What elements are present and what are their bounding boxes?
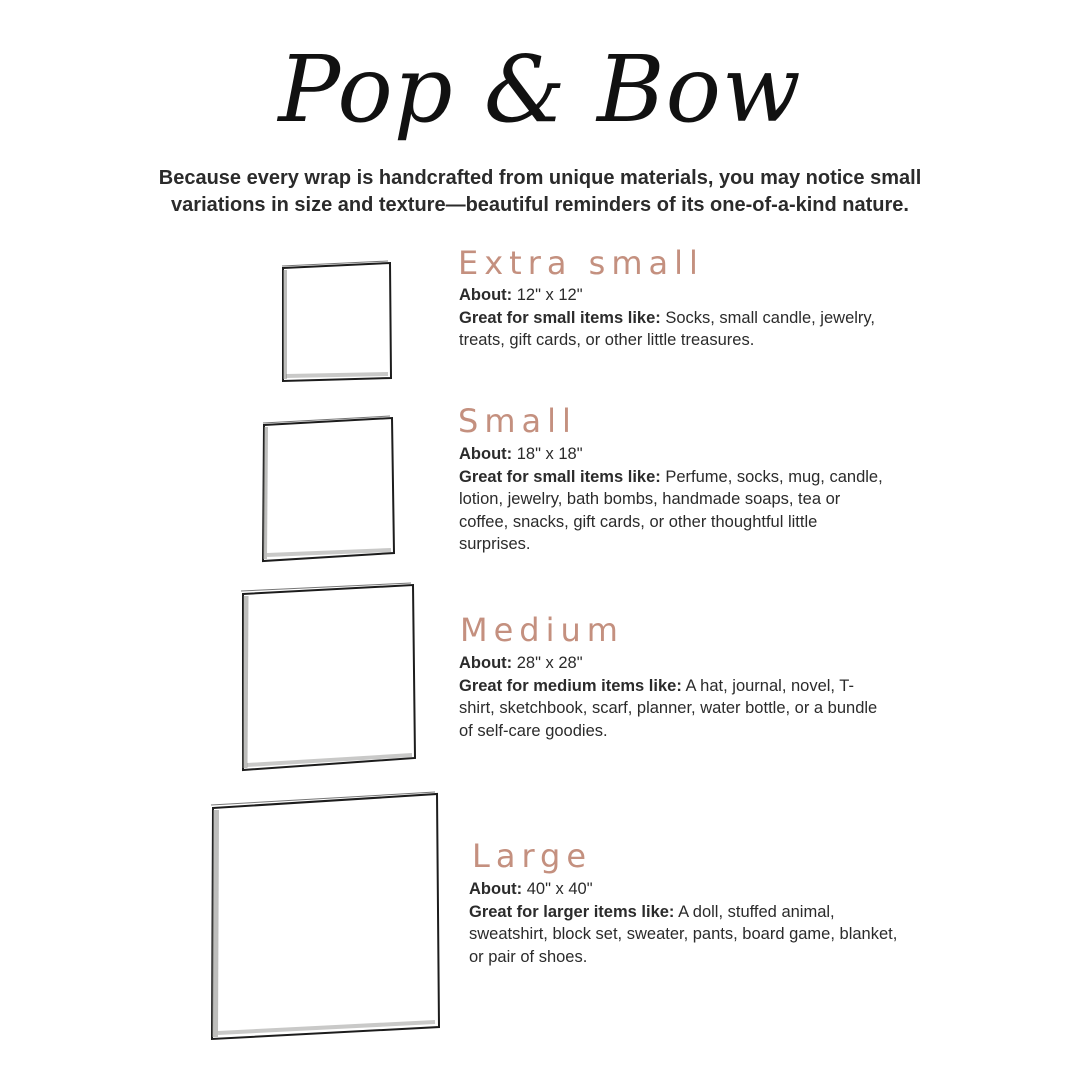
about-value: 28" x 28" (512, 654, 583, 672)
great-for-value: A doll, stuffed animal, sweatshirt, block set, sweater, pants, board game, blanket, or pair of shoes. (469, 902, 898, 966)
about-label: About: (459, 286, 513, 304)
size-details-large (469, 878, 899, 968)
medium-square-sketch (237, 580, 421, 778)
great-for-value: Socks, small candle, jewelry, treats, gift cards, or other little treasures. (459, 308, 876, 349)
about-label: About: (469, 880, 523, 898)
great-for-value: A hat, journal, novel, T-shirt, sketchbook, scarf, planner, water bottle, or a bundle of self-care goodies. (459, 676, 878, 740)
size-title-large: Large (472, 837, 593, 875)
great-for-label: Great for small items like: (459, 308, 661, 327)
about-value: 18" x 18" (512, 445, 583, 463)
size-title-extra-small: Extra small (458, 244, 704, 282)
about-value: 12" x 12" (512, 286, 583, 304)
size-title-medium: Medium (460, 611, 624, 649)
extra-small-square-sketch (278, 258, 396, 386)
brand-logo: Pop & Bow (278, 36, 802, 143)
great-for-value: Perfume, socks, mug, candle, lotion, jewelry, bath bombs, handmade soaps, tea or coffee, snacks, gift cards, or other thoughtful little surprises. (459, 467, 883, 553)
great-for-label: Great for medium items like: (459, 676, 682, 695)
size-details-small (459, 443, 889, 556)
about-label: About: (459, 445, 513, 463)
size-details-extra-small (459, 284, 889, 352)
large-square-sketch (206, 789, 446, 1047)
about-label: About: (459, 654, 513, 672)
about-value: 40" x 40" (522, 880, 593, 898)
intro-text: Because every wrap is handcrafted from unique materials, you may notice small variations in size and texture—beautiful reminders of its one-of-a-kind nature. (158, 167, 922, 216)
small-square-sketch (258, 413, 400, 567)
size-details-medium (459, 652, 889, 742)
size-title-small: Small (458, 402, 577, 440)
great-for-label: Great for larger items like: (469, 902, 675, 921)
great-for-label: Great for small items like: (459, 467, 661, 486)
